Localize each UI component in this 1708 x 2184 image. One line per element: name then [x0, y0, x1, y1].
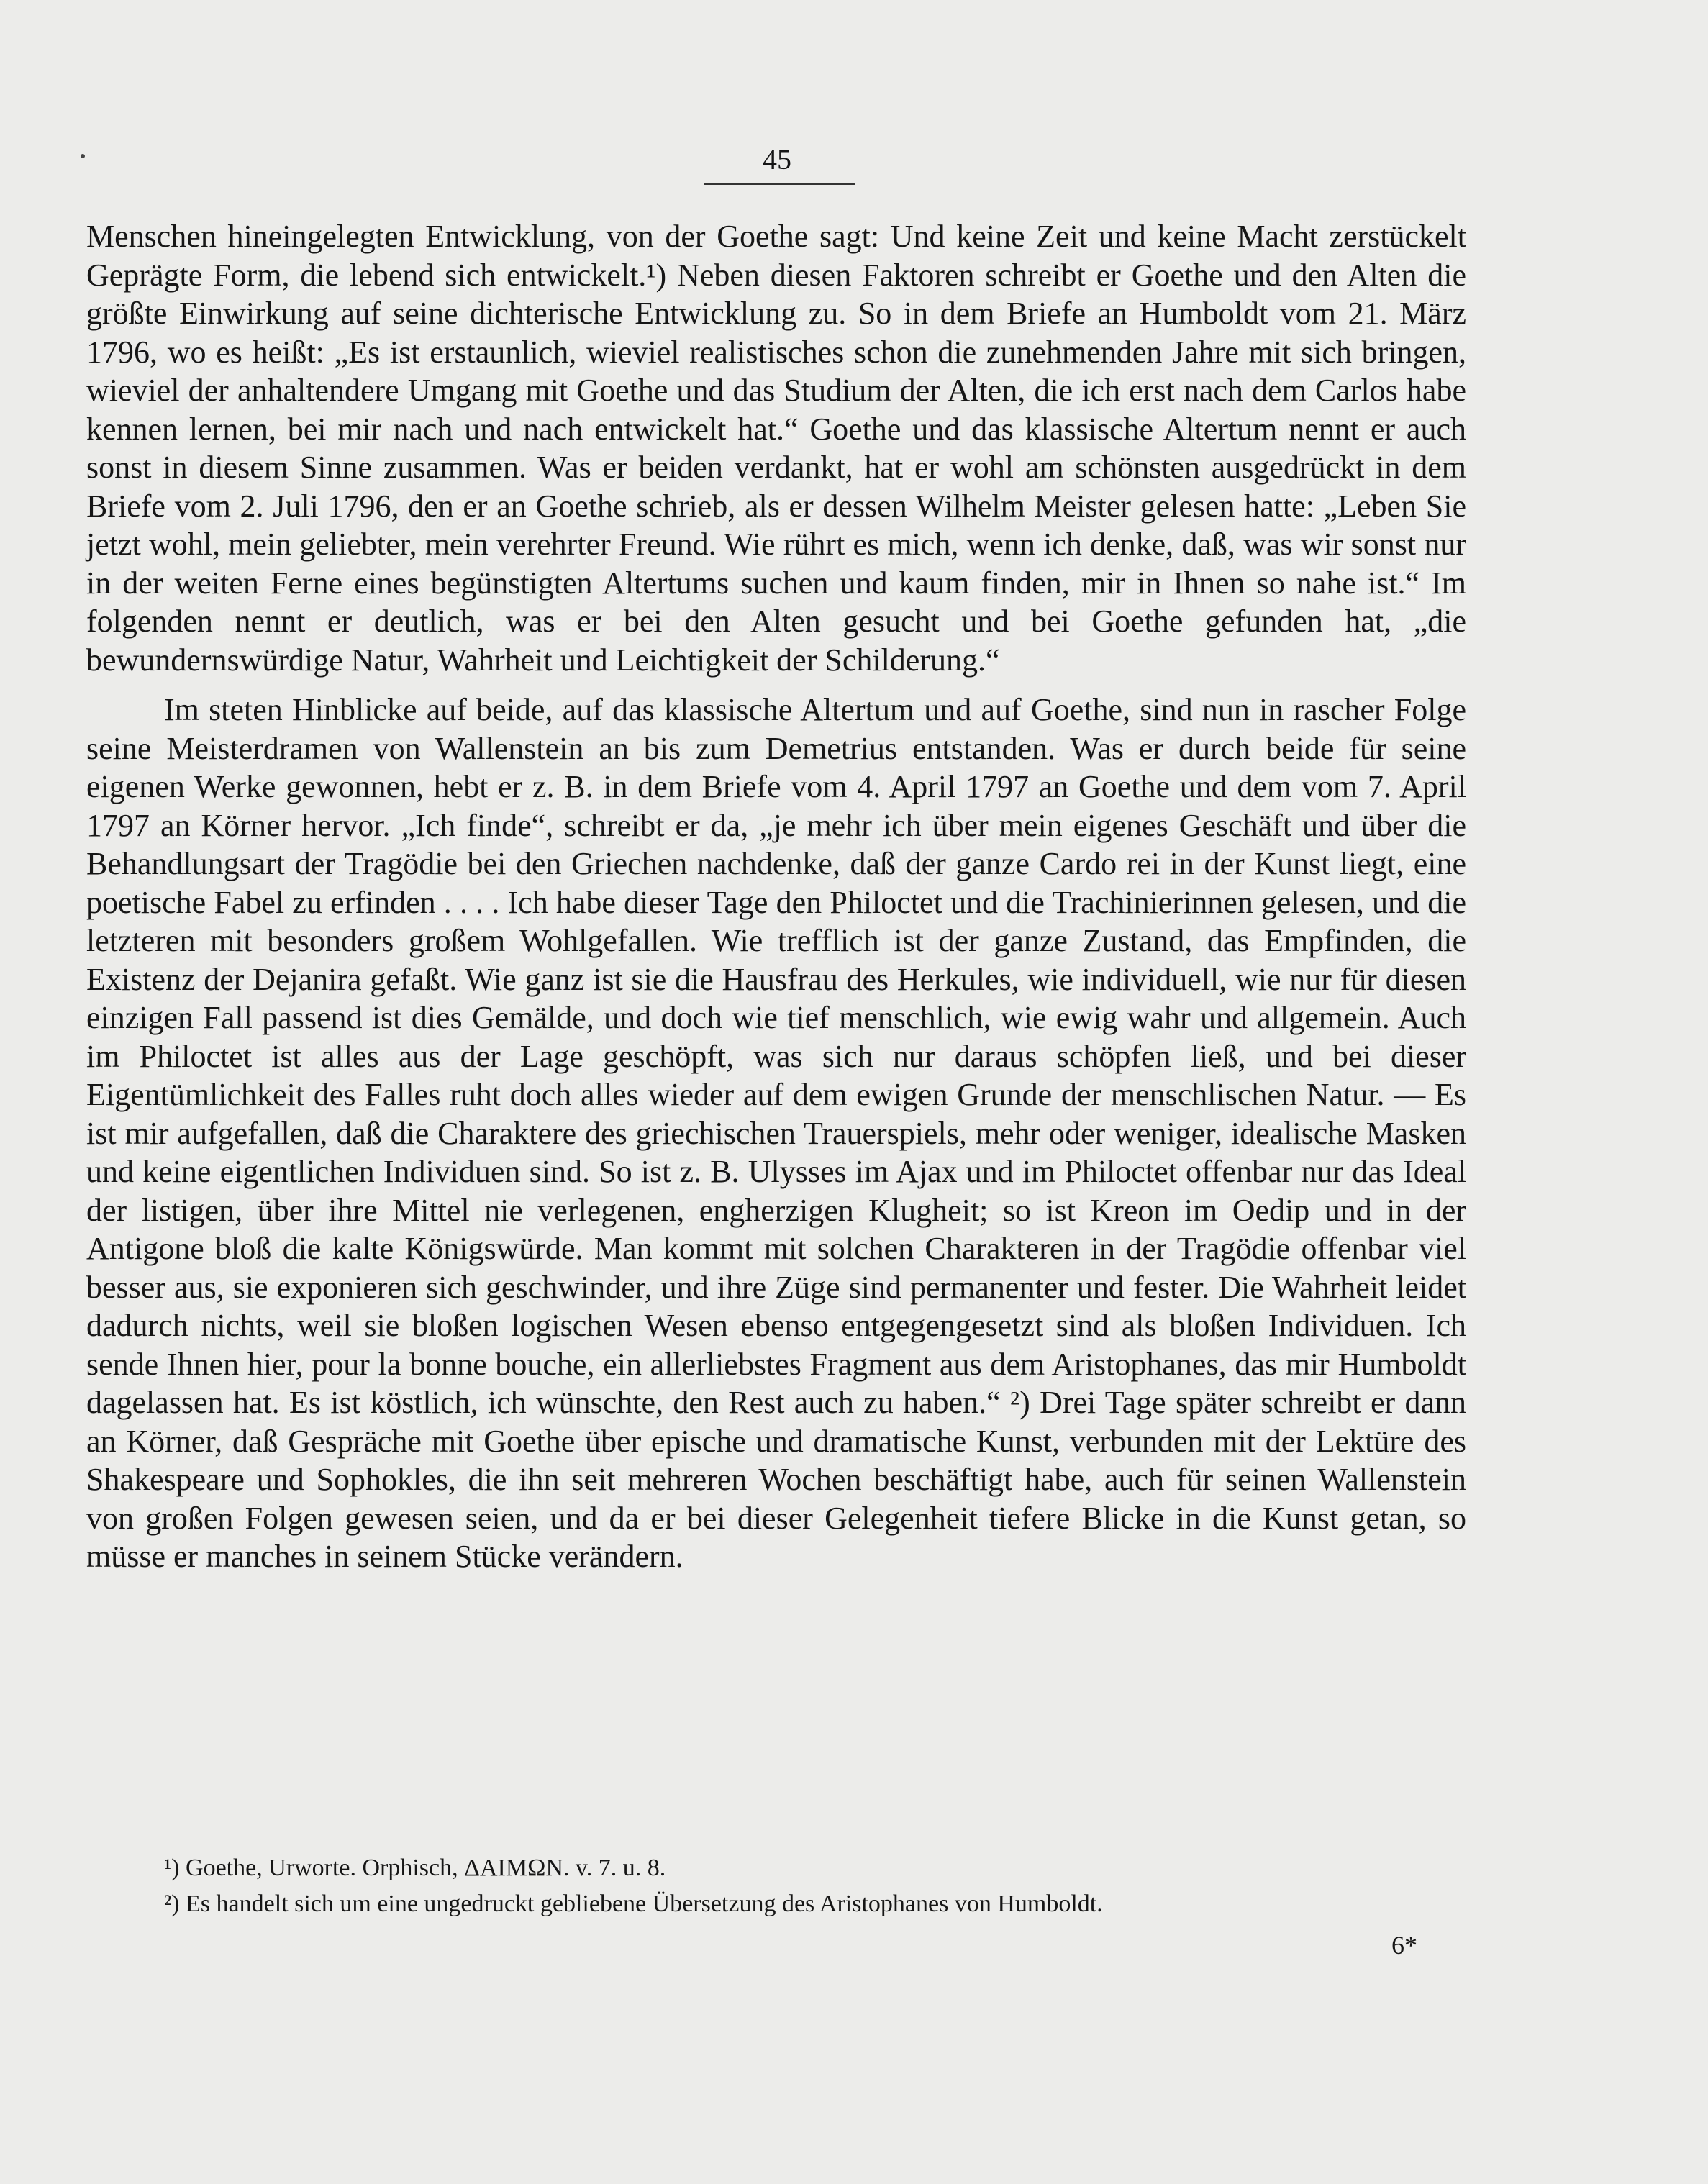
- margin-speck: [81, 154, 85, 158]
- paragraph-2: Im steten Hinblicke auf beide, auf das klassische Altertum und auf Goethe, sind nun in rascher Folge seine Meisterdramen von Wallenstein an bis zum Demetrius entstanden. Was er durch beide für seine eigenen Werke gewonnen, hebt er z. B. in dem Briefe vom 4. April 1797 an Goethe und dem vom 7. April 1797 an Körner hervor. „Ich finde“, schreibt er da, „je mehr ich über mein eigenes Geschäft und über die Behandlungsart der Tragödie bei den Griechen nachdenke, daß der ganze Cardo rei in der Kunst liegt, eine poetische Fabel zu erfinden . . . . Ich habe dieser Tage den Philoctet und die Trachinierinnen gelesen, und die letzteren mit besonders großem Wohlgefallen. Wie trefflich ist der ganze Zustand, das Empfinden, die Existenz der Dejanira gefaßt. Wie ganz ist sie die Hausfrau des Herkules, wie individuell, wie nur für diesen einzigen Fall passend ist dies Gemälde, und doch wie tief menschlich, wie ewig wahr und allgemein. Auch im Philoctet ist alles aus der Lage geschöpft, was sich nur daraus schöpfen ließ, und bei dieser Eigentümlichkeit des Falles ruht doch alles wieder auf dem ewigen Grunde der menschlischen Natur. — Es ist mir aufgefallen, daß die Charaktere des griechischen Trauerspiels, mehr oder weniger, idealische Masken und keine eigentlichen Individuen sind. So ist z. B. Ulysses im Ajax und im Philoctet offenbar nur das Ideal der listigen, über ihre Mittel nie verlegenen, engherzigen Klugheit; so ist Kreon im Oedip und in der Antigone bloß die kalte Königswürde. Man kommt mit solchen Charakteren in der Tragödie offenbar viel besser aus, sie exponieren sich geschwinder, und ihre Züge sind permanenter und fester. Die Wahrheit leidet dadurch nichts, weil sie bloßen logischen Wesen ebenso entgegengesetzt sind als bloßen Individuen. Ich sende Ihnen hier, pour la bonne bouche, ein allerliebstes Fragment aus dem Aristophanes, das mir Humboldt dagelassen hat. Es ist köstlich, ich wünschte, den Rest auch zu haben.“ ²) Drei Tage später schreibt er dann an Körner, daß Gespräche mit Goethe über epische und dramatische Kunst, verbunden mit der Lektüre des Shakespeare und Sophokles, die ihn seit mehreren Wochen beschäftigt habe, auch für seinen Wallenstein von großen Folgen gewesen seien, und da er bei dieser Gelegenheit tiefere Blicke in die Kunst getan, so müsse er manches in seinem Stücke verändern.: [86, 692, 1466, 1574]
- footnotes: [164, 1850, 1387, 1922]
- signature-mark: 6*: [1391, 1931, 1417, 1960]
- footnote-2: ²) Es handelt sich um eine ungedruckt gebliebene Übersetzung des Aristophanes von Humboldt.: [164, 1890, 1103, 1917]
- page-number: 45: [763, 143, 791, 176]
- footnote-1: ¹) Goethe, Urworte. Orphisch, ΔΑΙΜΩΝ. v. 7. u. 8.: [164, 1855, 666, 1881]
- header-rule: [704, 183, 855, 185]
- paragraph-1: Menschen hineingelegten Entwicklung, von der Goethe sagt: Und keine Zeit und keine Macht zerstückelt Geprägte Form, die lebend sich entwickelt.¹) Neben diesen Faktoren schreibt er Goethe und den Alten die größte Einwirkung auf seine dichterische Entwicklung zu. So in dem Briefe an Humboldt vom 21. März 1796, wo es heißt: „Es ist erstaunlich, wieviel realistisches schon die zunehmenden Jahre mit sich bringen, wieviel der anhaltendere Umgang mit Goethe und das Studium der Alten, die ich erst nach dem Carlos habe kennen lernen, bei mir nach und nach entwickelt hat.“ Goethe und das klassische Altertum nennt er auch sonst in diesem Sinne zusammen. Was er beiden verdankt, hat er wohl am schönsten ausgedrückt in dem Briefe vom 2. Juli 1796, den er an Goethe schrieb, als er dessen Wilhelm Meister gelesen hatte: „Leben Sie jetzt wohl, mein geliebter, mein verehrter Freund. Wie rührt es mich, wenn ich denke, daß, was wir sonst nur in der weiten Ferne eines begünstigten Altertums suchen und kaum finden, mir in Ihnen so nahe ist.“ Im folgenden nennt er deutlich, was er bei den Alten gesucht und bei Goethe gefunden hat, „die bewundernswürdige Natur, Wahrheit und Leichtigkeit der Schilderung.“: [86, 219, 1466, 678]
- body-text: [86, 217, 1466, 1576]
